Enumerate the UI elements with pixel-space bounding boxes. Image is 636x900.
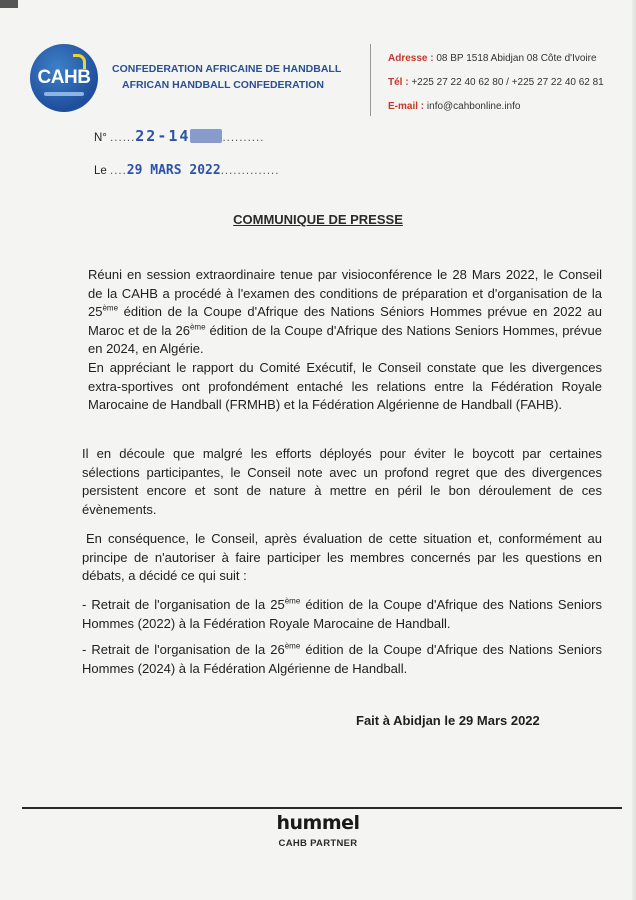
ordinal-suffix: ème: [284, 641, 301, 651]
cahb-logo: [30, 44, 98, 112]
redacted-ink: [190, 129, 222, 143]
email-value[interactable]: info@cahbonline.info: [426, 101, 521, 112]
handball-player-icon: [73, 54, 86, 69]
paragraph-4: En conséquence, le Conseil, après évaluation de cette situation et, conformément au principe de n'autoriser à faire participer les membres concernés par les questions en débats, a décidé ce qui suit :: [82, 531, 602, 583]
footer-divider: [22, 807, 622, 809]
reference-number-value: 22-14: [135, 127, 191, 145]
address-line: [388, 47, 604, 71]
logo-text: CAHB: [37, 66, 91, 88]
paragraph-6-text-a: - Retrait de l'organisation de la 26: [82, 642, 285, 657]
reference-date-line: [94, 163, 279, 178]
address-value: 08 BP 1518 Abidjan 08 Côte d'Ivoire: [436, 53, 597, 64]
date-dots-trailing: ..............: [220, 165, 280, 177]
scan-corner-mark: [0, 0, 18, 8]
contact-block: [388, 47, 604, 119]
organization-names: [112, 61, 341, 93]
reference-dots: ......: [110, 132, 136, 144]
paragraph-2: En appréciant le rapport du Comité Exécutif, le Conseil constate que les divergences extra-sportives ont profondément entaché les relations entre la Fédération Royale Marocaine de Handball (FRMHB) et la Fédération Algérienne de Handball (FAHB).: [88, 360, 602, 412]
paragraph-6-text-b: édition de la Coupe d'Afrique des Nations Seniors Hommes (2024) à la Fédération Algérienne de Handball.: [82, 642, 602, 676]
signature-line: Fait à Abidjan le 29 Mars 2022: [356, 713, 540, 728]
org-name-fr: CONFEDERATION AFRICAINE DE HANDBALL: [112, 63, 342, 75]
logo-subtitle-band: [44, 92, 84, 96]
org-name-en: AFRICAN HANDBALL CONFEDERATION: [122, 79, 325, 91]
reference-number-label: N°: [94, 132, 107, 144]
paragraph-5-text-b: édition de la Coupe d'Afrique des Nations Seniors Hommes (2022) à la Fédération Royale Marocaine de Handball.: [82, 597, 602, 631]
header-divider: [370, 44, 371, 116]
paragraph-5-text-a: - Retrait de l'organisation de la 25: [82, 597, 285, 612]
date-dots: ....: [110, 165, 127, 177]
phone-value: +225 27 22 40 62 80 / +225 27 22 40 62 81: [411, 77, 604, 88]
reference-number-line: [94, 127, 264, 145]
ordinal-suffix: ème: [189, 322, 206, 332]
reference-date-label: Le: [94, 165, 107, 177]
paragraph-1-text-c: édition de la Coupe d'Afrique des Nations Seniors Hommes, prévue en 2024, en Algérie.: [88, 322, 603, 356]
phone-line: [388, 71, 604, 95]
hummel-logo: hummel: [276, 812, 360, 834]
scan-edge: [632, 0, 636, 900]
document-title: COMMUNIQUE DE PRESSE: [233, 212, 403, 227]
email-label: E-mail :: [388, 101, 425, 112]
email-line: [388, 95, 604, 119]
reference-dots-trailing: ..........: [222, 132, 265, 144]
ordinal-suffix: ème: [102, 303, 119, 313]
paragraph-1-text-b: édition de la Coupe d'Afrique des Nations Séniors Hommes prévue en 2022 au Maroc et de la 26: [88, 304, 602, 338]
phone-label: Tél :: [388, 77, 409, 88]
ordinal-suffix: ème: [284, 596, 301, 606]
partner-caption: CAHB PARTNER: [278, 838, 358, 849]
paragraph-5: [82, 596, 602, 633]
paragraph-6: [82, 641, 602, 678]
paragraph-3: Il en découle que malgré les efforts déployés pour éviter le boycott par certaines sélections participantes, le Conseil note avec un profond regret que des divergences persistent encore et sont de nature à mettre en péril le bon déroulement de ces évènements.: [82, 446, 602, 517]
paragraph-1-text-a: Réuni en session extraordinaire tenue par visioconférence le 28 Mars 2022, le Conseil de la CAHB a procédé à l'examen des conditions de préparation et d'organisation de la 25: [88, 267, 602, 319]
paragraph-1: [88, 266, 602, 359]
reference-date-value: 29 MARS 2022: [126, 163, 221, 178]
address-label: Adresse :: [388, 53, 434, 64]
